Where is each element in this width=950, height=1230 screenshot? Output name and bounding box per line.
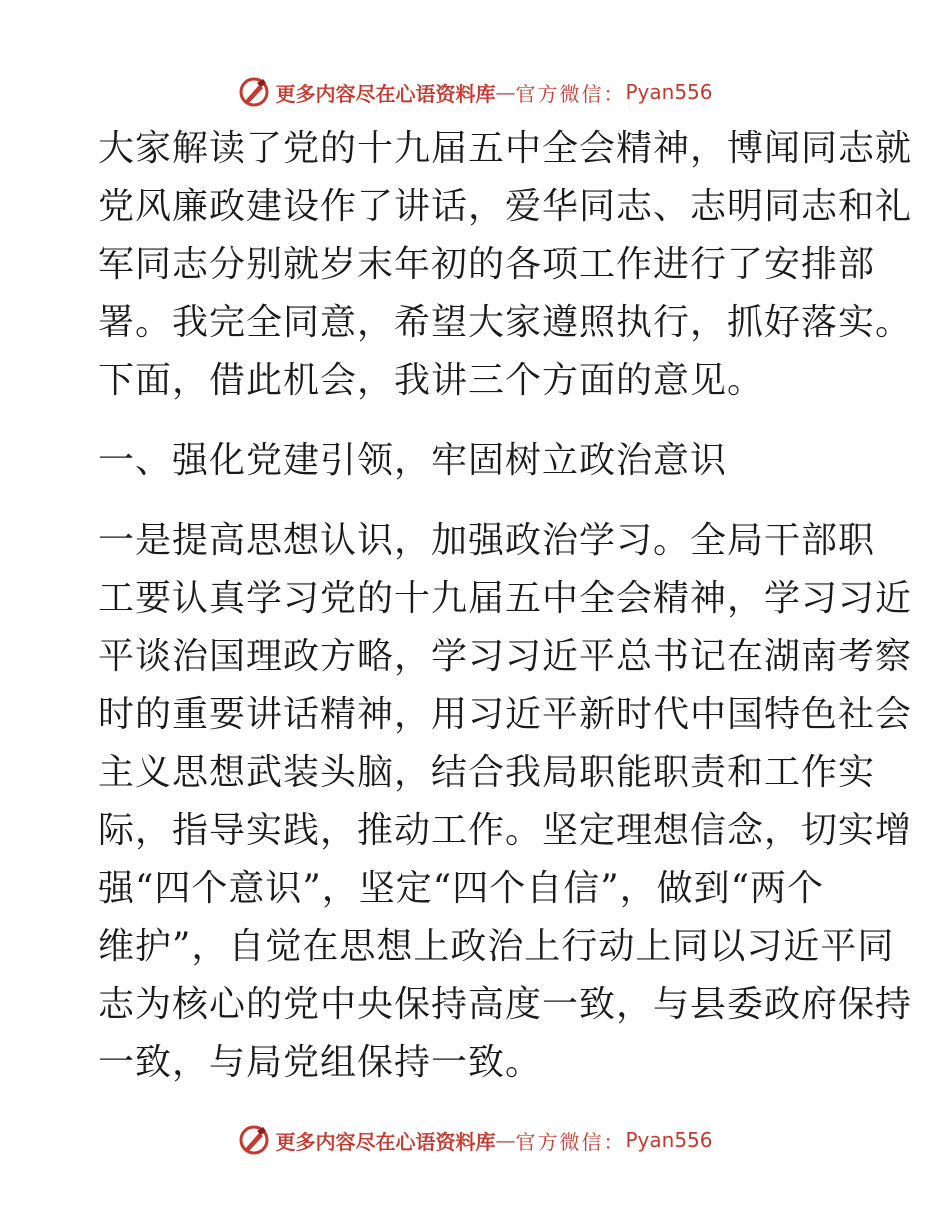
footer-banner bbox=[0, 1120, 950, 1160]
text-line: 军同志分别就岁末年初的各项工作进行了安排部 bbox=[98, 244, 876, 285]
section-heading bbox=[98, 432, 858, 490]
text-line: 维护”，自觉在思想上政治上行动上同以习近平同 bbox=[98, 926, 895, 967]
text-line: 平谈治国理政方略，学习习近平总书记在湖南考察 bbox=[98, 636, 913, 677]
text-line: 下面，借此机会，我讲三个方面的意见。 bbox=[98, 360, 765, 401]
text-line: 一是提高思想认识，加强政治学习。全局干部职 bbox=[98, 520, 876, 561]
text-line: 大家解读了党的十九届五中全会精神，博闻同志就 bbox=[98, 128, 913, 169]
text-line: 工要认真学习党的十九届五中全会精神，学习习近 bbox=[98, 578, 913, 619]
document-body bbox=[98, 120, 913, 1092]
banner-label: 官方微信： bbox=[515, 1129, 626, 1154]
heading-line: 一、强化党建引领，牢固树立政治意识 bbox=[98, 440, 728, 481]
banner-separator: — bbox=[495, 1128, 516, 1152]
banner-label: 官方微信： bbox=[515, 81, 626, 106]
paragraph bbox=[98, 512, 913, 1092]
banner-wechat-id: Pyan556 bbox=[625, 1128, 713, 1152]
header-banner bbox=[0, 72, 950, 112]
banner-text: 更多内容尽在心语资料库 bbox=[275, 81, 496, 106]
text-line: 际，指导实践，推动工作。坚定理想信念，切实增 bbox=[98, 810, 913, 851]
text-line: 志为核心的党中央保持高度一致，与县委政府保持 bbox=[98, 984, 913, 1025]
pen-logo-icon bbox=[237, 75, 271, 109]
text-line: 强“四个意识”，坚定“四个自信”，做到“两个 bbox=[98, 868, 825, 909]
banner-text: 更多内容尽在心语资料库 bbox=[275, 1129, 496, 1154]
paragraph bbox=[98, 120, 913, 410]
banner-wechat-id: Pyan556 bbox=[625, 80, 713, 104]
text-line: 署。我完全同意，希望大家遵照执行，抓好落实。 bbox=[98, 302, 913, 343]
banner-separator: — bbox=[495, 80, 516, 104]
pen-logo-icon bbox=[237, 1123, 271, 1157]
text-line: 时的重要讲话精神，用习近平新时代中国特色社会 bbox=[98, 694, 913, 735]
text-line: 主义思想武装头脑，结合我局职能职责和工作实 bbox=[98, 752, 876, 793]
text-line: 党风廉政建设作了讲话，爱华同志、志明同志和礼 bbox=[98, 186, 913, 227]
text-line: 一致，与局党组保持一致。 bbox=[98, 1042, 543, 1083]
